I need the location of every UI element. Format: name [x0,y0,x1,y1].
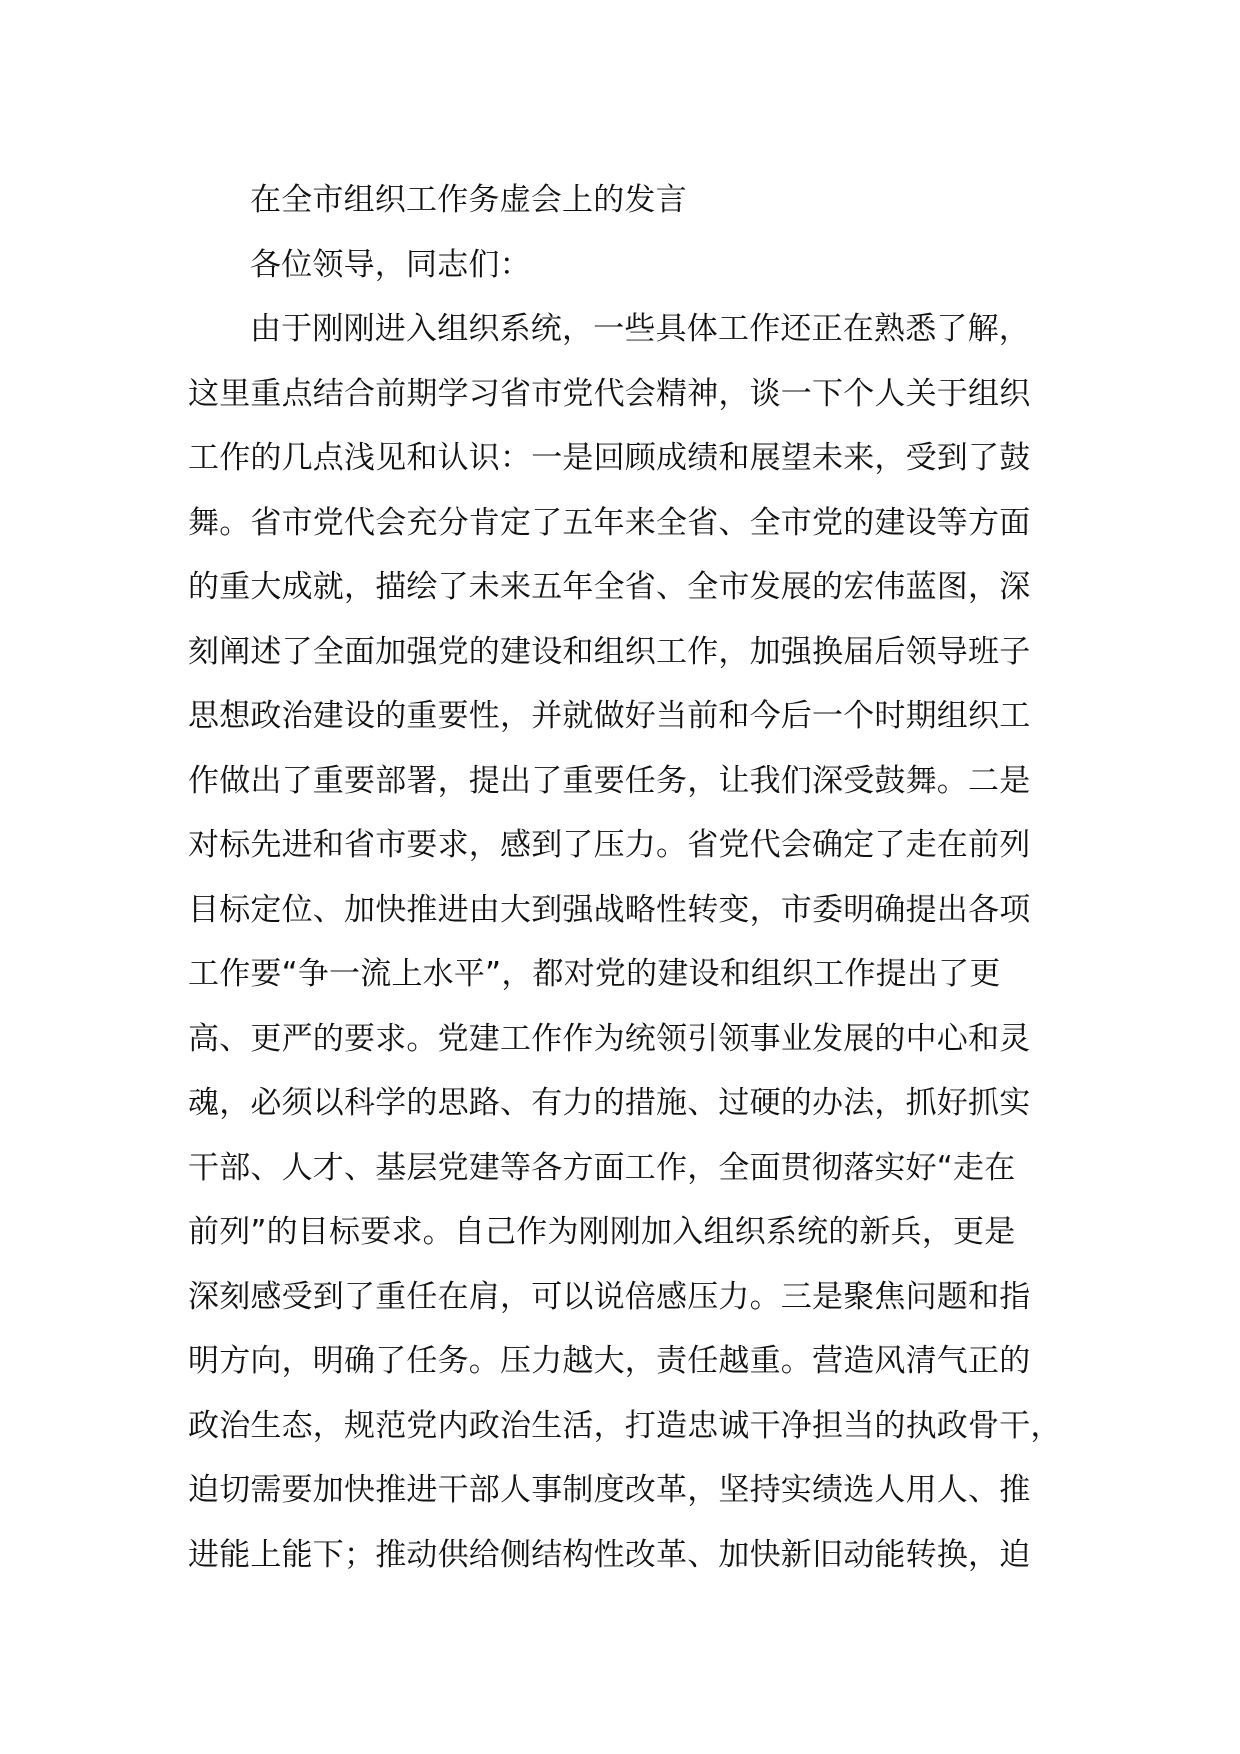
paragraph-line: 的重大成就，描绘了未来五年全省、全市发展的宏伟蓝图，深 [188,569,1031,605]
paragraph-line: 工作要“争一流上水平”，都对党的建设和组织工作提出了更 [188,956,1001,992]
paragraph-line: 工作的几点浅见和认识：一是回顾成绩和展望未来，受到了鼓 [188,440,1031,476]
paragraph-line: 高、更严的要求。党建工作作为统领引领事业发展的中心和灵 [188,1020,1031,1057]
paragraph-line: 这里重点结合前期学习省市党代会精神，谈一下个人关于组织 [188,375,1031,412]
paragraph-line: 刻阐述了全面加强党的建设和组织工作，加强换届后领导班子 [188,633,1031,670]
document-title: 在全市组织工作务虚会上的发言 [250,182,687,218]
paragraph-line: 前列”的目标要求。自己作为刚刚加入组织系统的新兵，更是 [188,1214,1016,1250]
paragraph-line: 对标先进和省市要求，感到了压力。省党代会确定了走在前列 [188,827,1031,863]
paragraph-line: 进能上能下；推动供给侧结构性改革、加快新旧动能转换，迫 [188,1536,1031,1573]
paragraph-line: 明方向，明确了任务。压力越大，责任越重。营造风清气正的 [188,1343,1031,1379]
paragraph-line: 政治生态，规范党内政治生活，打造忠诚干净担当的执政骨干， [188,1407,1062,1444]
document-body [188,168,1062,1587]
salutation: 各位领导，同志们： [250,246,531,283]
paragraph-line: 魂，必须以科学的思路、有力的措施、过硬的办法，抓好抓实 [188,1085,1031,1121]
paragraph-line: 由于刚刚进入组织系统，一些具体工作还正在熟悉了解， [250,311,1030,347]
paragraph-line: 深刻感受到了重任在肩，可以说倍感压力。三是聚焦问题和指 [188,1278,1031,1315]
paragraph-line: 迫切需要加快推进干部人事制度改革，坚持实绩选人用人、推 [188,1472,1031,1508]
paragraph-line: 作做出了重要部署，提出了重要任务，让我们深受鼓舞。二是 [188,762,1031,799]
paragraph-line: 目标定位、加快推进由大到强战略性转变，市委明确提出各项 [188,891,1031,928]
paragraph-line: 思想政治建设的重要性，并就做好当前和今后一个时期组织工 [188,698,1031,734]
paragraph-line: 干部、人才、基层党建等各方面工作，全面贯彻落实好“走在 [188,1149,1016,1186]
paragraph-line: 舞。省市党代会充分肯定了五年来全省、全市党的建设等方面 [188,504,1031,541]
